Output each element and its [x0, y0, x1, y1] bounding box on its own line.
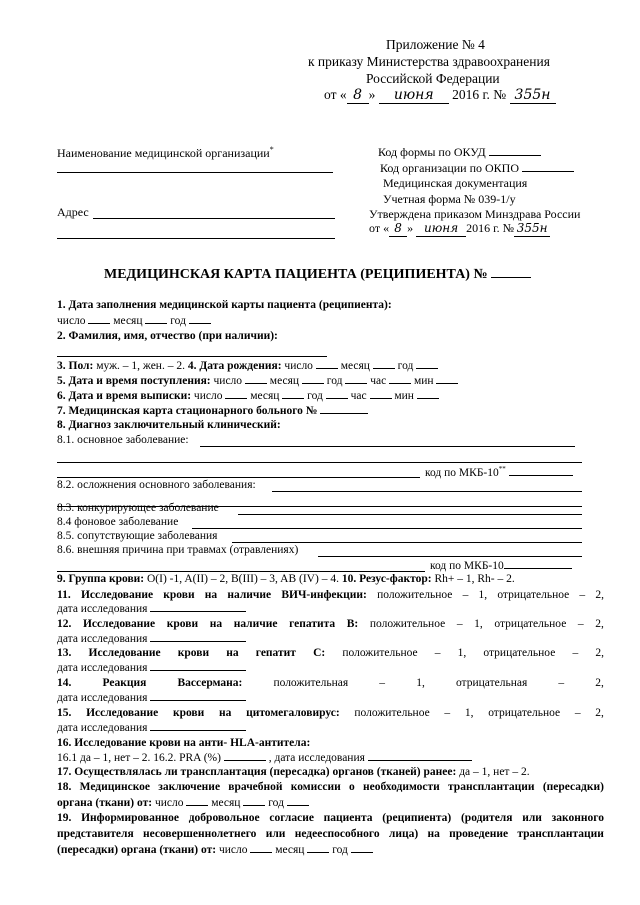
word: пациента [323, 812, 373, 824]
item-1-date: число месяц год [57, 314, 211, 328]
item-8-1-line [200, 446, 575, 447]
word: или [265, 828, 286, 840]
item-19-date: (пересадки) органа (ткани) от: число месяц год [57, 843, 373, 857]
item-1-title: 1. Дата заполнения медицинской карты пациента (реципиента): [57, 299, 392, 311]
handwritten-month: июня [379, 87, 449, 104]
word: 1, [478, 589, 488, 601]
word: Реакция [102, 677, 147, 689]
item-2-title: 2. Фамилия, имя, отчество (при наличии): [57, 330, 278, 342]
word: Вассермана: [177, 677, 243, 689]
word: согласие [269, 812, 314, 824]
item-2-line [57, 356, 327, 357]
appendix-country: Российской Федерации [366, 71, 500, 86]
item-14-date: дата исследования [57, 691, 246, 705]
item-18-date: органа (ткани) от: число месяц год [57, 796, 309, 810]
word: – [456, 618, 463, 630]
word: или [522, 812, 542, 824]
item-8-1-line-2 [57, 462, 582, 463]
item-12-date: дата исследования [57, 632, 246, 646]
word: C: [313, 647, 326, 659]
word: лица) [388, 828, 419, 840]
word: 2, [595, 677, 604, 689]
word: недееспособного [294, 828, 380, 840]
word: отрицательное [497, 589, 570, 601]
item-8-3: 8.3. конкурирующее заболевание [57, 502, 219, 514]
address-line-2 [57, 238, 335, 239]
word: несовершеннолетнего [142, 828, 257, 840]
handwritten-day: 8 [347, 87, 369, 104]
word: Исследование [80, 589, 154, 601]
word: трансплантации [448, 781, 535, 793]
doc-type-label: Медицинская документация [383, 176, 528, 190]
word: положительное [354, 707, 430, 719]
handwritten-number: 355н [510, 87, 556, 104]
item-9-10: 9. Группа крови: O(I) -1, A(II) – 2, B(III) – 3, AB (IV) – 4. 10. Резус-фактор: Rh+ – 1, Rh- – 2. [57, 573, 515, 585]
word: на [218, 707, 232, 719]
handwritten-number-2: 355н [514, 222, 550, 237]
item-11-date: дата исследования [57, 602, 246, 616]
word: – [379, 677, 386, 689]
word: 2, [595, 589, 604, 601]
word: 1, [416, 677, 425, 689]
word: – [572, 647, 579, 659]
approved-label: Утверждена приказом Минздрава России [369, 207, 581, 221]
word: законного [551, 812, 604, 824]
word: положительная [273, 677, 349, 689]
item-15-date: дата исследования [57, 721, 246, 735]
word: Исследование [86, 707, 159, 719]
handwritten-month-2: июня [416, 222, 466, 237]
word: Информированное [81, 812, 179, 824]
word: крови [172, 707, 205, 719]
item-8-6-line [318, 556, 582, 557]
word: врачебной [228, 781, 283, 793]
word: (родителя [460, 812, 513, 824]
word: – [574, 707, 581, 719]
word: отрицательная [455, 677, 528, 689]
item-19-line-2 [57, 828, 604, 841]
word: 13. [57, 647, 72, 659]
word: 1, [457, 647, 467, 659]
word: заключение [158, 781, 221, 793]
item-8-1-line-3 [57, 477, 420, 478]
item-16-title: 16. Исследование крови на анти- HLA-антитела: [57, 737, 311, 749]
item-17: 17. Осуществлялась ли трансплантация (пересадка) органов (тканей) ранее: да – 1, нет – 2. [57, 766, 530, 778]
word: 15. [57, 707, 72, 719]
item-6: 6. Дата и время выписки: число месяц год час мин [57, 389, 439, 403]
word: проведение [449, 828, 509, 840]
word: цитомегаловирус: [246, 707, 340, 719]
item-8-3-line [238, 514, 582, 515]
word: положительное [377, 589, 453, 601]
approved-date-line: от « 8 » июня 2016 г. № 355н [369, 222, 550, 237]
word: – [577, 618, 584, 630]
address-line [93, 218, 335, 219]
appendix-order: к приказу Министерства здравоохранения [308, 54, 550, 69]
word: 2, [595, 647, 604, 659]
word: наличие [233, 618, 278, 630]
word: представителя [57, 828, 134, 840]
item-3-4: 3. Пол: муж. – 1, жен. – 2. 4. Дата рождения: число месяц год [57, 359, 438, 373]
item-11 [57, 589, 604, 602]
word: 19. [57, 812, 72, 824]
okpo-label: Код организации по ОКПО [380, 162, 574, 176]
word: крови [166, 618, 199, 630]
word: – [558, 677, 565, 689]
item-8-title: 8. Диагноз заключительный клинический: [57, 419, 281, 431]
word: 2, [595, 618, 604, 630]
item-8-2-line [272, 491, 582, 492]
word: – [579, 589, 586, 601]
word: отрицательное [488, 707, 561, 719]
word: гепатита [289, 618, 336, 630]
word: ВИЧ-инфекции: [281, 589, 367, 601]
page-title: МЕДИЦИНСКАЯ КАРТА ПАЦИЕНТА (РЕЦИПИЕНТА) № [104, 266, 531, 283]
mkb10-code-label-2: код по МКБ-10 [430, 559, 572, 573]
word: (пересадки) [542, 781, 604, 793]
word: положительное [369, 618, 446, 630]
item-19 [57, 812, 604, 825]
word: B: [346, 618, 359, 630]
word: трансплантации [517, 828, 604, 840]
word: – [444, 707, 451, 719]
item-7: 7. Медицинская карта стационарного больного № [57, 404, 368, 418]
item-8-5: 8.5. сопутствующие заболевания [57, 530, 218, 542]
word: на [226, 647, 239, 659]
word: гепатит [255, 647, 296, 659]
org-name-label: Наименование медицинской организации* [57, 145, 274, 160]
item-15 [57, 707, 604, 720]
item-8-6: 8.6. внешняя причина при травмах (отравлениях) [57, 544, 299, 556]
item-5: 5. Дата и время поступления: число месяц год час мин [57, 374, 458, 388]
word: о [348, 781, 355, 793]
item-13-date: дата исследования [57, 661, 246, 675]
word: (реципиента) [382, 812, 452, 824]
word: Медицинское [79, 781, 151, 793]
mkb10-code-label: код по МКБ-10** [425, 465, 573, 480]
word: 2, [595, 707, 604, 719]
word: комиссии [290, 781, 341, 793]
word: 1, [474, 618, 483, 630]
date-year: 2016 г. № [452, 87, 507, 102]
word: 1, [464, 707, 474, 719]
word: наличие [227, 589, 272, 601]
word: положительное [342, 647, 418, 659]
item-8-4-line [192, 528, 582, 529]
word: добровольное [188, 812, 260, 824]
word: Исследование [82, 618, 156, 630]
org-name-line [57, 172, 333, 173]
item-13 [57, 647, 604, 660]
date-prefix: от « [324, 87, 347, 102]
word: крови [177, 647, 210, 659]
item-8-2: 8.2. осложнения основного заболевания: [57, 479, 256, 491]
item-12 [57, 618, 604, 631]
word: 11. [57, 589, 71, 601]
okud-label: Код формы по ОКУД [378, 146, 541, 160]
word: 12. [57, 618, 72, 630]
word: – [462, 589, 469, 601]
word: 18. [57, 781, 72, 793]
word: на [209, 618, 223, 630]
item-8-4: 8.4 фоновое заболевание [57, 516, 179, 528]
word: отрицательное [483, 647, 556, 659]
item-14 [57, 677, 604, 690]
item-8-1: 8.1. основное заболевание: [57, 434, 189, 446]
address-label: Адрес [57, 205, 89, 219]
word: отрицательное [494, 618, 567, 630]
appendix-number: Приложение № 4 [386, 37, 485, 52]
word: Исследование [88, 647, 161, 659]
item-18 [57, 781, 604, 794]
word: на [427, 828, 440, 840]
word: – [434, 647, 441, 659]
word: крови [163, 589, 195, 601]
item-8-6-line-2 [57, 571, 425, 572]
form-label: Учетная форма № 039-1/у [383, 192, 516, 206]
appendix-date-line [324, 87, 556, 104]
date-mid: » [368, 87, 376, 102]
word: 14. [57, 677, 72, 689]
word: необходимости [362, 781, 440, 793]
item-8-5-line [232, 542, 582, 543]
handwritten-day-2: 8 [389, 222, 407, 237]
item-16-line: 16.1 да – 1, нет – 2. 16.2. PRA (%) , дата исследования [57, 751, 472, 765]
word: на [204, 589, 218, 601]
